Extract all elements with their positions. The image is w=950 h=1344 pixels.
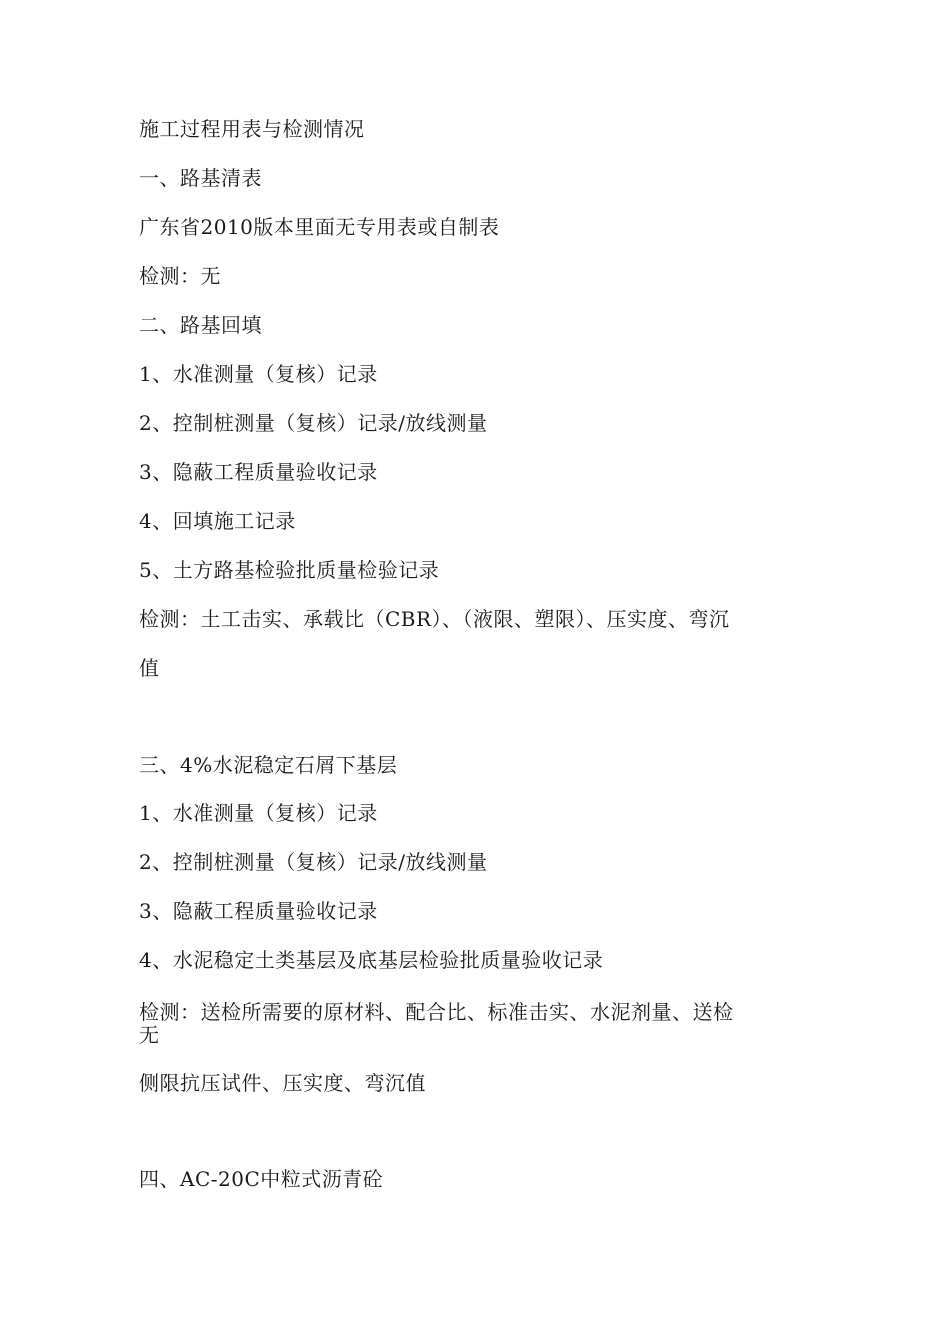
text-line: 无 [139, 1023, 160, 1047]
list-item: 3、隐蔽工程质量验收记录 [139, 460, 378, 484]
list-item: 4、回填施工记录 [139, 509, 296, 533]
list-item: 1、水准测量（复核）记录 [139, 801, 378, 825]
text-line: 侧限抗压试件、压实度、弯沉值 [139, 1071, 426, 1095]
section-heading: 一、路基清表 [139, 166, 262, 190]
list-item: 5、土方路基检验批质量检验记录 [139, 558, 440, 582]
section-heading: 二、路基回填 [139, 313, 262, 337]
list-item: 1、水准测量（复核）记录 [139, 362, 378, 386]
text-line: 广东省2010版本里面无专用表或自制表 [139, 215, 500, 239]
text-line: 检测：无 [139, 264, 221, 288]
list-item: 2、控制桩测量（复核）记录/放线测量 [139, 850, 488, 874]
text-line: 检测：土工击实、承载比（CBR）、（液限、塑限）、压实度、弯沉 [139, 607, 730, 631]
list-item: 4、水泥稳定土类基层及底基层检验批质量验收记录 [139, 948, 604, 972]
list-item: 2、控制桩测量（复核）记录/放线测量 [139, 411, 488, 435]
text-line: 值 [139, 656, 160, 680]
section-heading: 三、4%水泥稳定石屑下基层 [139, 753, 398, 777]
list-item: 3、隐蔽工程质量验收记录 [139, 899, 378, 923]
document-title: 施工过程用表与检测情况 [139, 117, 365, 141]
text-line: 检测：送检所需要的原材料、配合比、标准击实、水泥剂量、送检 [139, 1000, 734, 1024]
section-heading: 四、AC-20C中粒式沥青砼 [139, 1167, 384, 1191]
